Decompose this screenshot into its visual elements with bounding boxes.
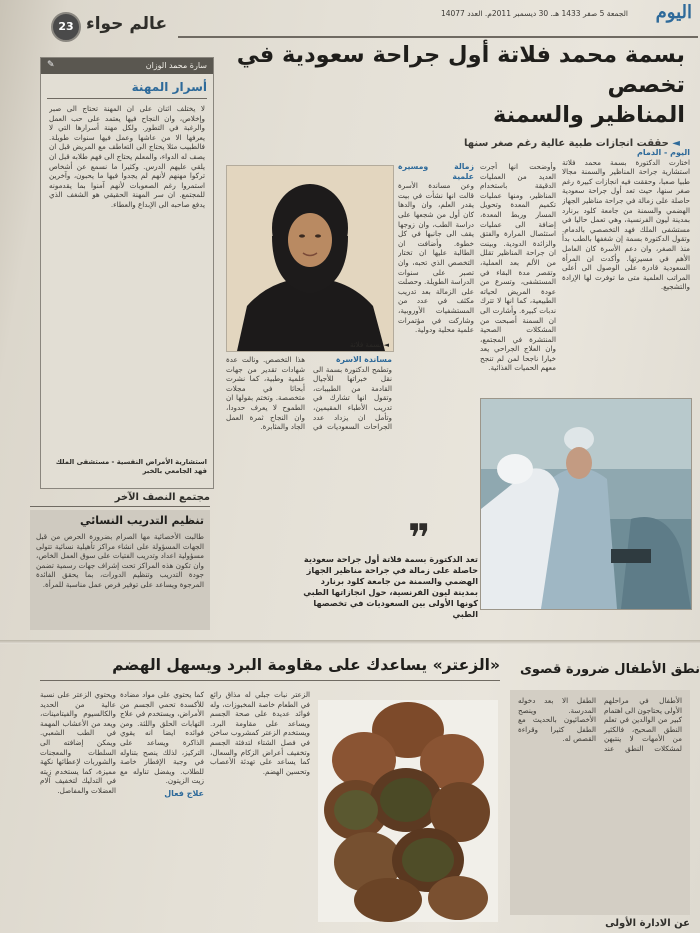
children-body: الأطفال في مراحلهم الأولى يحتاجون الى اهتمام كبير من الوالدين في تعلم النطق الصحيح، فالكثير من الأمهات لا ينتبهن لمشكلات النطق عند الطفل الا بعد دخوله المدرسة. وينصح الأخصائيون بالحديث مع الطفل كثيرا وقراءة القصص له. — [518, 696, 682, 753]
society-headline: تنظيم التدريب النسائي — [80, 514, 204, 527]
zaatar-col-3: ويحتوي الزعتر على نسبة عالية من الحديد والكالسيوم والفيتامينات، ويعد من الأعشاب المهمة في الطب الشعبي. ويمكن إضافته الى السلطات والمعجنات والشوربات لإعطائها نكهة مميزة، كما يستخدم زيته في التدليك لتخفيف آلام العضلات والمفاصل. — [40, 690, 116, 795]
masthead — [0, 0, 700, 44]
pull-quote — [300, 516, 478, 628]
columnist-name: سارة محمد الوزان — [145, 61, 207, 70]
pull-quote-text: تعد الدكتورة بسمة فلاتة أول جراحة سعودية حاصلة على زمالة في جراحة مناظير الجهاز الهضمي والسمنة من جامعة كلود برنارد بمدينة ليون الفرنسية، حول انجازاتها الطبي كونها الأولى بين السعوديات في تخصصها الطبي — [303, 554, 478, 619]
pen-icon: ✎ — [47, 60, 55, 70]
portrait-illustration — [227, 166, 393, 351]
main-headline — [235, 40, 685, 130]
zaatar-col-1: الزعتر نبات جبلي له مذاق رائع في الطعام خاصة المخبوزات، وله فوائد عديدة على صحة الجسم ويساعد على مقاومة البرد. ويستخدم الزعتر كمشروب ساخن في فصل الشتاء لتدفئة الجسم وتخفيف أعراض الزكام والسعال، كما يساعد على تهدئة الأعصاب وتحسين الهضم. — [210, 690, 310, 776]
doctor-photo — [226, 165, 394, 352]
photo-caption — [350, 341, 389, 349]
column-box — [40, 57, 214, 489]
article-col-3 — [398, 162, 474, 394]
quote-mark-icon: ❞ — [408, 516, 431, 560]
zaatar-photo — [318, 700, 498, 922]
zaatar-col-2 — [120, 690, 204, 925]
children-footer-heading: عن الادارة الأولى — [605, 918, 690, 929]
zaatar-headline: «الزعتر» يساعدك على مقاومة البرد ويسهل الهضم — [112, 656, 500, 674]
section-title: عالم حواء — [86, 14, 168, 34]
newspaper-logo: اليوم — [655, 2, 692, 23]
surgery-photo — [480, 398, 692, 610]
subhead-bullet-icon: ◄ — [668, 138, 680, 149]
society-header: مجتمع النصف الآخر — [114, 492, 210, 503]
society-body: طالبت الأخصائية مها الصرام بضرورة الحرص من قبل الجهات المسؤولة على انشاء مراكز تأهيلية نسائية تتولى مسؤولية اعداد وتدريب الفتيات على سوق العمل الخاص، وان تكون هذه المراكز تحت إشراف جهات رسمية تضمن جودة التدريب وتنظيم الدورات، بما يحقق الفائدة المرجوة ويساعد على توفير فرص عمل مناسبة للمرأة. — [36, 532, 204, 589]
headline-line-1: بسمة محمد فلاتة أول جراحة سعودية في تخصص — [236, 42, 685, 98]
article-col-1-text: اختارت الدكتورة بسمة محمد فلاتة استشارية جراحة المناظير والسمنة مجالا طبيا صعبا، وحققت فيه انجازات كبيرة رغم صغر سنها، حيث تعد أول جراحة سعودية حاصلة على زمالة في جراحة مناظير الجهاز الهضمي والسمنة من جامعة كلود برنارد بمدينة ليون الفرنسية، وهي تعمل حاليا في مستشفى الملك فهد التخصصي بالدمام. وتقول الدكتورة بسمة إن شغفها بالطب بدأ منذ الصغر، وان دعم الأسرة كان العامل الأهم في مسيرتها. وأكدت ان المرأة السعودية قادرة على الوصول الى أعلى المراتب العلمية متى ما توفرت لها الإرادة والتشجيع. — [562, 157, 690, 292]
society-box — [30, 510, 210, 630]
article-col-2: وأوضحت انها أجرت العديد من العمليات الدقيقة باستخدام المناظير، ومنها عمليات تكميم المعدة وتحويل المسار وربط المعدة، إضافة الى عمليات استئصال المرارة والفتق والزائدة الدودية. وبينت ان جراحة المناظير تقلل من الألم بعد العملية، وتقصر مدة البقاء في المستشفى، وتسرع من عودة المريض لحياته الطبيعية، كما انها لا تترك ندبات كبيرة. وأشارت الى ان السمنة أصبحت من المشكلات الصحية المنتشرة في المجتمع، وان العلاج الجراحي يعد خيارا ناجحا لمن لم تنجح معهم الحميات الغذائية. — [480, 162, 556, 373]
page-number: 23 — [58, 20, 74, 33]
surgery-illustration — [481, 399, 691, 609]
article-col-3-text: وعن مساندة الأسرة قالت انها نشأت في بيت يقدر العلم، وان والدها كان أول من شجعها على دراسة الطب، وان زوجها يقف الى جانبها في كل خطوة. وأضافت ان الطالبة عليها ان تختار التخصص الذي تحبه، وان تصبر على سنوات الدراسة الطويلة. وحصلت على الزمالة بعد تدريب مكثف في عدد من المستشفيات الأوروبية، وشاركت في مؤتمرات علمية محلية ودولية. — [398, 181, 474, 335]
society-section — [30, 492, 210, 642]
caption-bullet-icon: ◄ — [381, 341, 389, 349]
children-headline: نطق الأطفال ضرورة قصوى — [519, 662, 700, 677]
side-heading-1: مساندة الاسرة — [335, 355, 392, 364]
page-number-badge — [51, 12, 81, 42]
dateline: الجمعة 5 صفر 1433 هـ. 30 ديسمبر 2011م. العدد 14077 — [440, 9, 628, 18]
side-heading-2: زمالة ومسيرة علمية — [398, 162, 474, 181]
column-signature: استشارية الأمراض النفسية - مستشفى الملك فهد الجامعي بالخبر — [55, 458, 207, 475]
column-body: لا يختلف اثنان على ان المهنة تحتاج الى صبر وإخلاص، وان النجاح فيها يعتمد على حب العمل والرغبة في التطور. ولكل مهنة أسرارها التي لا يعرفها الا من عاشها وعمل فيها سنوات طويلة. فالطبيب مثلا يحتاج الى التعاطف مع المريض قبل ان يصف له الدواء، والمعلم يحتاج الى فهم طلابه قبل ان يلقي عليهم الدرس. وكثيرا ما نسمع عن أشخاص تركوا مهنهم لأنهم لم يجدوا فيها ما يحبون، وآخرين استمروا رغم الصعوبات لأنهم آمنوا بما يقدمونه للمجتمع. ان سر المهنة الحقيقي هو الشغف الذي يدفع صاحبه الى الإبداع والعطاء. — [49, 104, 205, 209]
subhead-text: حققت انجازات طبية عالية رغم صغر سنها — [464, 138, 669, 149]
article-col-5-text: وتطمح الدكتورة بسمة الى نقل خبراتها للأجيال القادمة من الطبيبات، وتقول انها تشارك في تدريب الأطباء المقيمين، وتأمل ان يزداد عدد الجراحات السعوديات في هذا التخصص. ونالت عدة شهادات تقدير من جهات علمية وطبية، كما نشرت أبحاثا في مجلات متخصصة. وتختم بقولها ان الطموح لا يعرف حدودا، وان النجاح ثمرة العمل الجاد والمثابرة. — [226, 355, 392, 432]
zaatar-col-2-text: كما يحتوي على مواد مضادة للأكسدة تحمي الجسم من الأمراض، ويستخدم في علاج التهابات الحلق واللثة. ومن فوائده ايضا انه يقوي الذاكرة ويساعد على التركيز، لذلك ينصح بتناوله في وجبة الإفطار خاصة للطلاب. ويفضل تناوله مع زيت الزيتون. — [120, 690, 204, 786]
article-byline: اليوم - الدمام — [637, 148, 690, 157]
headline-line-2: المناظير والسمنة — [492, 102, 685, 128]
column-title: أسرار المهنة — [131, 80, 207, 94]
manakish-illustration — [318, 700, 498, 922]
photo-caption-text: بسمة فلاتة — [349, 341, 382, 349]
children-box — [510, 690, 690, 915]
columnist-bar — [41, 58, 213, 74]
zaatar-subheading: علاج فعال — [164, 788, 204, 798]
